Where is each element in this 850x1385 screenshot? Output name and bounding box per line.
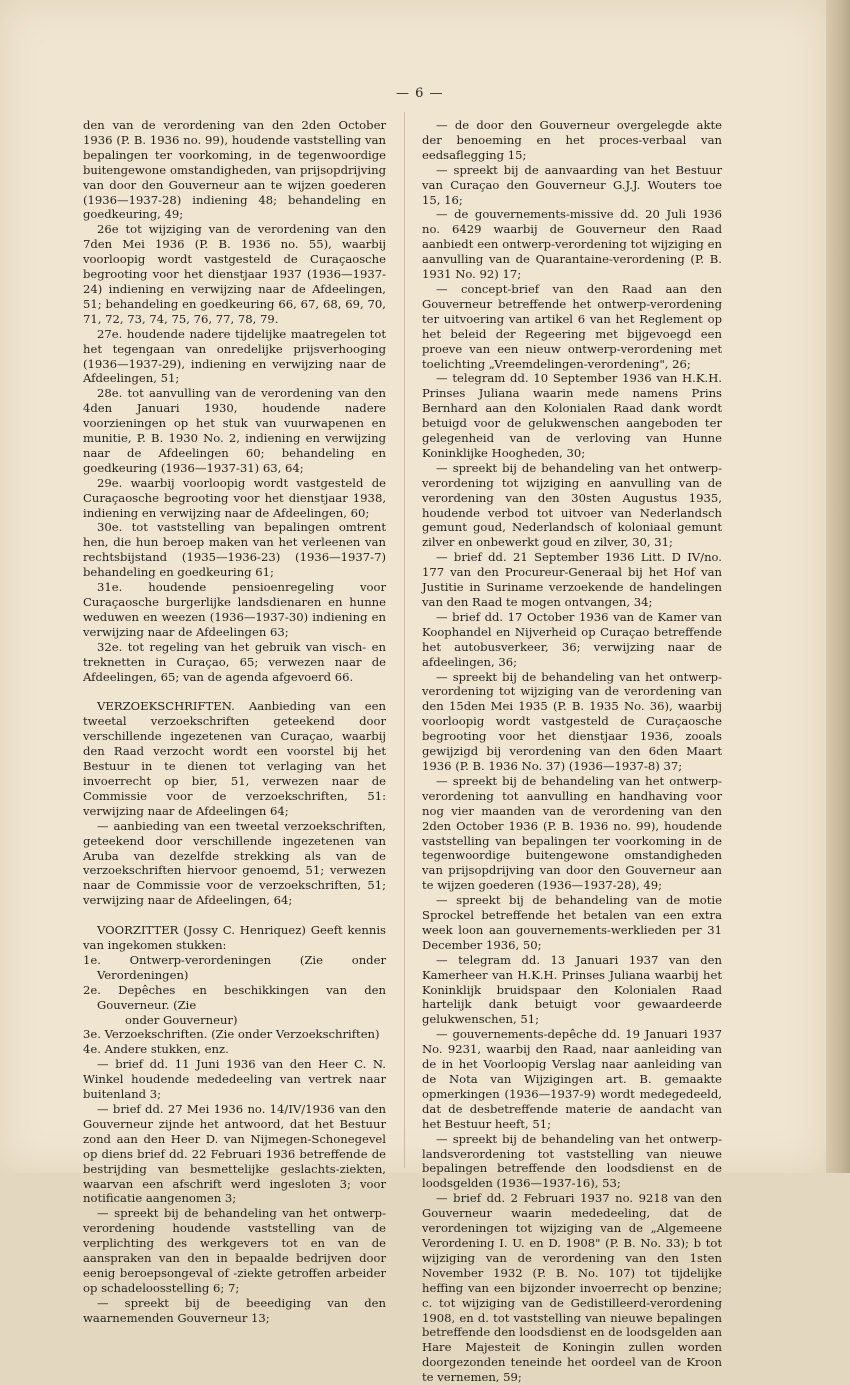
paragraph: 29e. waarbij voorloopig wordt vastgesteld de Curaçaosche begrooting voor het dienstjaar 1938, indiening en verwijzing naar de Afdeelingen, 60; [83, 475, 386, 520]
paragraph: — concept-brief van den Raad aan den Gouverneur betreffende het ontwerp-verordening ter uitvoering van artikel 6 van het Reglement op het beleid der Regeering met bijgevoegd een proeve van een nieuw ontwerp-verordening met toelichting „Vreemdelingen-verordening", 26; [422, 281, 722, 371]
paragraph: — gouvernements-depêche dd. 19 Januari 1937 No. 9231, waarbij den Raad, naar aanleiding van de in het Voorloopig Verslag naar aanleiding van de Nota van Wijzigingen art. B. gemaakte opmerkingen (1936—1937-9) wordt medegedeeld, dat de desbetreffende materie de aandacht van het Bestuur heeft, 51; [422, 1027, 722, 1131]
paragraph: — spreekt bij de behandeling van het ontwerp-verordening tot wijziging en aanvulling van de verordening van den 30sten Augustus 1935, houdende verbod tot uitvoer van Nederlandsch gemunt goud, Nederlandsch of koloniaal gemunt zilver en onbewerkt goud en zilver, 30, 31; [422, 460, 722, 550]
left-column [83, 118, 386, 1326]
paragraph: — brief dd. 27 Mei 1936 no. 14/IV/1936 van den Gouverneur zijnde het antwoord, dat het Bestuur zond aan den Heer D. van Nijmegen-Schonegevel op diens brief dd. 22 Februari 1936 betreffende de bestrijding van besmettelijke geslachts-ziekten, waarvan een afschrift werd ingesloten 3; voor notificatie aangenomen 3; [83, 1102, 386, 1206]
paragraph: — brief dd. 11 Juni 1936 van den Heer C. N. Winkel houdende mededeeling van vertrek naar buitenland 3; [83, 1057, 386, 1102]
paragraph: 32e. tot regeling van het gebruik van visch- en treknetten in Curaçao, 65; verwezen naar de Afdeelingen, 65; van de agenda afgevoerd 66. [83, 639, 386, 684]
column-divider [404, 112, 405, 1168]
paragraph: — telegram dd. 10 September 1936 van H.K.H. Prinses Juliana waarin mede namens Prins Bernhard aan den Kolonialen Raad dank wordt betuigd voor de gelukwenschen aangeboden ter gelegenheid van de verloving van Hunne Koninklijke Hoogheden, 30; [422, 371, 722, 460]
paragraph: — spreekt bij de aanvaarding van het Bestuur van Curaçao den Gouverneur G.J.J. Wouters toe 15, 16; [422, 162, 722, 207]
paragraph: — de door den Gouverneur overgelegde akte der benoeming en het proces-verbaal van eedsaflegging 15; [422, 118, 722, 162]
right-column [422, 118, 722, 1385]
paragraph: VERZOEKSCHRIFTEN. Aanbieding van een tweetal verzoekschriften geteekend door verschillende ingezetenen van Curaçao, waarbij den Raad verzocht wordt een voorstel bij het Bestuur in te dienen tot verlaging van het invoerrecht op bier, 51, verwezen naar de Commissie voor de verzoekschriften, 51: verwijzing naar de Afdeelingen 64; [83, 699, 386, 818]
paragraph: — spreekt bij de behandeling van het ontwerp-verordening tot wijziging van de verordening van den 15den Mei 1935 (P. B. 1935 No. 36), waarbij voorloopig wordt vastgesteld de Curaçaosche begrooting voor het dienstjaar 1936, zooals gewijzigd bij verordening van den 6den Maart 1936 (P. B. 1936 No. 37) (1936—1937-8) 37; [422, 669, 722, 773]
paragraph: — de gouvernements-missive dd. 20 Juli 1936 no. 6429 waarbij de Gouverneur den Raad aanbiedt een ontwerp-verordening tot wijziging en aanvulling van de Quarantaine-verordening (P. B. 1931 No. 92) 17; [422, 207, 722, 282]
paragraph: 27e. houdende nadere tijdelijke maatregelen tot het tegengaan van onredelijke prijsverhooging (1936—1937-29), indiening en verwijzing naar de Afdeelingen, 51; [83, 326, 386, 386]
paragraph: — brief dd. 2 Februari 1937 no. 9218 van den Gouverneur waarin mededeeling, dat de verordeningen tot wijziging van de „Algemeene Verordening I. U. en D. 1908" (P. B. No. 33); b tot wijziging van de verordening van den 1sten November 1932 (P. B. No. 107) tot tijdelijke heffing van een bijzonder invoerrecht op benzine; c. tot wijziging van de Gedistilleerd-verordening 1908, en d. tot vaststelling van nieuwe bepalingen betreffende den loodsdienst en de loodsgelden aan Hare Majesteit de Koningin zullen worden doorgezonden teneinde het oordeel van de Kroon te vernemen, 59; [422, 1191, 722, 1385]
paragraph: 26e tot wijziging van de verordening van den 7den Mei 1936 (P. B. 1936 no. 55), waarbij voorloopig wordt vastgesteld de Curaçaosche begrooting voor het dienstjaar 1937 (1936—1937-24) indiening en verwijzing naar de Afdeelingen, 51; behandeling en goedkeuring 66, 67, 68, 69, 70, 71, 72, 73, 74, 75, 76, 77, 78, 79. [83, 222, 386, 326]
paragraph: — telegram dd. 13 Januari 1937 van den Kamerheer van H.K.H. Prinses Juliana waarbij het Koninklijk bruidspaar den Kolonialen Raad hartelijk dank betuigt voor gewaardeerde gelukwenschen, 51; [422, 952, 722, 1027]
paragraph: 1e. Ontwerp-verordeningen (Zie onder Verordeningen) [83, 952, 386, 982]
paragraph: — brief dd. 17 October 1936 van de Kamer van Koophandel en Nijverheid op Curaçao betreffende het autobusverkeer, 36; verwijzing naar de afdeelingen, 36; [422, 609, 722, 669]
paragraph: onder Gouverneur) [125, 1012, 238, 1027]
page-edge [826, 0, 850, 1173]
paragraph: 31e. houdende pensioenregeling voor Curaçaosche burgerlijke landsdienaren en hunne weduwen en weezen (1936—1937-30) indiening en verwijzing naar de Afdeelingen 63; [83, 580, 386, 639]
paragraph: 3e. Verzoekschriften. (Zie onder Verzoekschriften) [83, 1027, 380, 1042]
paragraph: den van de verordening van den 2den October 1936 (P. B. 1936 no. 99), houdende vaststelling van bepalingen ter voorkoming, in de tegenwoordige buitengewone omstandigheden, van prijsopdrijving van door den Gouverneur aan te wijzen goederen (1936—1937-28) indiening 48; behandeling en goedkeuring, 49; [83, 118, 386, 222]
paragraph: — aanbieding van een tweetal verzoekschriften, geteekend door verschillende ingezetenen van Aruba van dezelfde strekking als van de verzoekschriften hiervoor genoemd, 51; verwezen naar de Commissie voor de verzoekschriften, 51; verwijzing naar de Afdeelingen, 64; [83, 818, 386, 908]
paragraph: VOORZITTER (Jossy C. Henriquez) Geeft kennis van ingekomen stukken: [83, 923, 386, 953]
paragraph: 30e. tot vaststelling van bepalingen omtrent hen, die hun beroep maken van het verleenen van rechtsbijstand (1935—1936-23) (1936—1937-7) behandeling en goedkeuring 61; [83, 520, 386, 580]
paragraph: 4e. Andere stukken, enz. [83, 1042, 229, 1057]
paragraph: — spreekt bij de behandeling van het ontwerp-verordening houdende vaststelling van de verplichting des werkgevers tot en van de aanspraken van den in bepaalde bedrijven door eenig beroepsongeval of -ziekte getroffen arbeider op schadeloosstelling 6; 7; [83, 1206, 386, 1295]
paragraph: — spreekt bij de behandeling van het ontwerp-landsverordening tot vaststelling van nieuwe bepalingen betreffende den loodsdienst en de loodsgelden (1936—1937-16), 53; [422, 1131, 722, 1191]
paragraph: 2e. Depêches en beschikkingen van den Gouverneur. (Zie [83, 982, 386, 1012]
paragraph: — spreekt bij de behandeling van de motie Sprockel betreffende het betalen van een extra week loon aan gouvernements-werklieden per 31 December 1936, 50; [422, 893, 722, 952]
paragraph: — brief dd. 21 September 1936 Litt. D IV/no. 177 van den Procureur-Generaal bij het Hof van Justitie in Suriname verzoekende de handelingen van den Raad te mogen ontvangen, 34; [422, 550, 722, 609]
paragraph: 28e. tot aanvulling van de verordening van den 4den Januari 1930, houdende nadere voorzieningen op het stuk van vuurwapenen en munitie, P. B. 1930 No. 2, indiening en verwijzing naar de Afdeelingen 60; behandeling en goedkeuring (1936—1937-31) 63, 64; [83, 386, 386, 475]
paragraph: — spreekt bij de beeediging van den waarnemenden Gouverneur 13; [83, 1295, 386, 1325]
page-number: — 6 — [396, 86, 444, 101]
paragraph: — spreekt bij de behandeling van het ontwerp-verordening tot aanvulling en handhaving voor nog vier maanden van de verordening van den 2den October 1936 (P. B. 1936 no. 99), houdende vaststelling van bepalingen ter voorkoming in de tegenwoordige buitengewone omstandigheden van prijsopdrijving van door den Gouverneur aan te wijzen goederen (1936—1937-28), 49; [422, 773, 722, 893]
